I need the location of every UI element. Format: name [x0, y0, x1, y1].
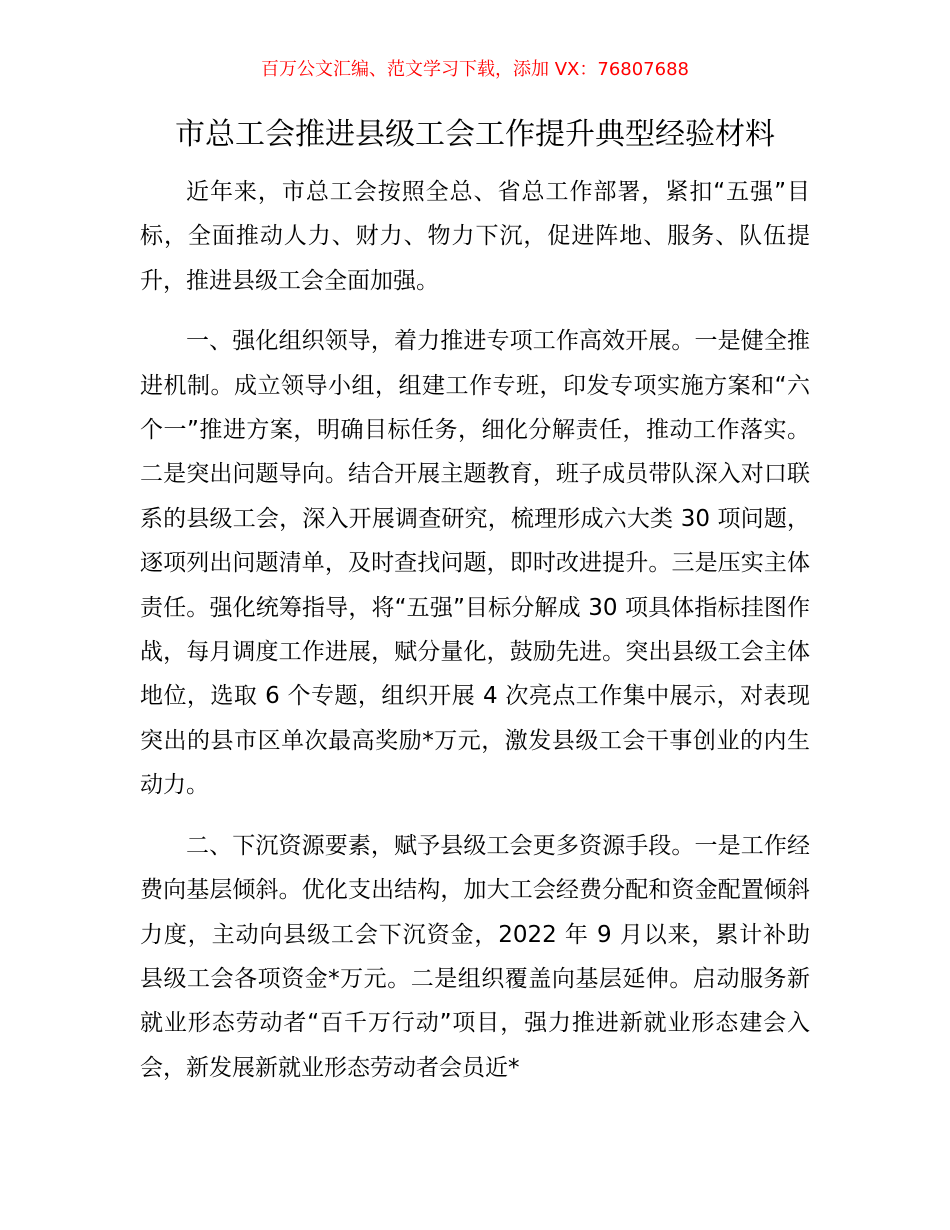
paragraph-intro: 近年来，市总工会按照全总、省总工作部署，紧扣“五强”目标，全面推动人力、财力、物力下沉，促进阵地、服务、队伍提升，推进县级工会全面加强。: [140, 179, 810, 294]
document-title: 市总工会推进县级工会工作提升典型经验材料: [175, 117, 775, 152]
document-body: [140, 170, 810, 1090]
paragraph-section-one: 一、强化组织领导，着力推进专项工作高效开展。一是健全推进机制。成立领导小组，组建工作专班，印发专项实施方案和“六个一”推进方案，明确目标任务，细化分解责任，推动工作落实。二是突出问题导向。结合开展主题教育，班子成员带队深入对口联系的县级工会，深入开展调查研究，梳理形成六大类 30 项问题，逐项列出问题清单，及时查找问题，即时改进提升。三是压实主体责任。强化统筹指导，将“五强”目标分解成 30 项具体指标挂图作战，每月调度工作进展，赋分量化，鼓励先进。突出县级工会主体地位，选取 6 个专题，组织开展 4 次亮点工作集中展示，对表现突出的县市区单次最高奖励*万元，激发县级工会干事创业的内生动力。: [140, 328, 810, 799]
paragraph-section-two: 二、下沉资源要素，赋予县级工会更多资源手段。一是工作经费向基层倾斜。优化支出结构，加大工会经费分配和资金配置倾斜力度，主动向县级工会下沉资金，2022 年 9 月以来，累计补助县级工会各项资金*万元。二是组织覆盖向基层延伸。启动服务新就业形态劳动者“百千万行动”项目，强力推进新就业形态建会入会，新发展新就业形态劳动者会员近*: [140, 832, 810, 1081]
header-watermark-note: 百万公文汇编、范文学习下载，添加 VX：76807688: [261, 59, 689, 80]
